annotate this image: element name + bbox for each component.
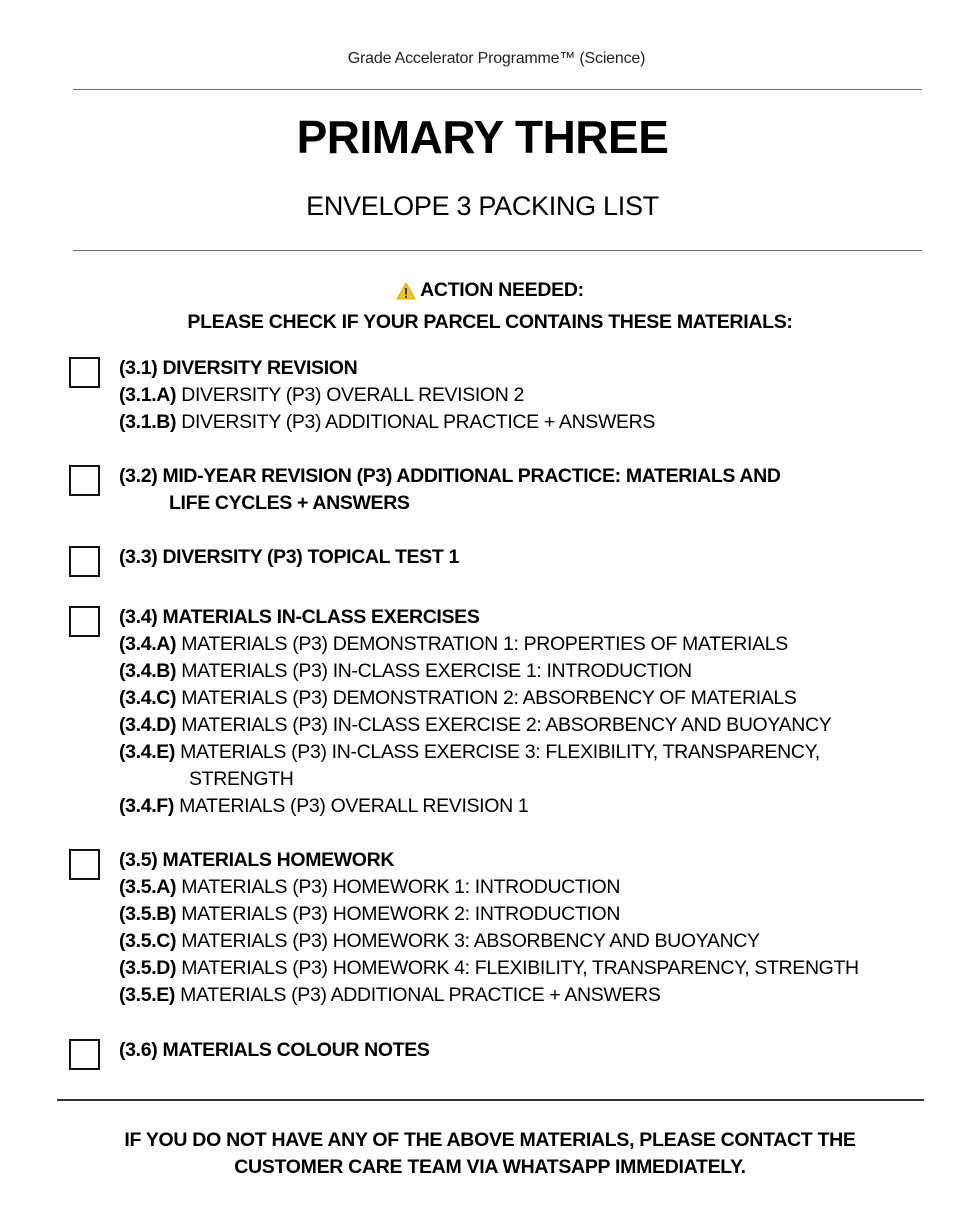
subitem-code: (3.1.B) [119,411,177,433]
subitem-code: (3.4.F) [119,795,174,817]
subitem-code: (3.5.A) [119,876,177,898]
item-title: MID-YEAR REVISION (P3) ADDITIONAL PRACTICE: MATERIALS AND [162,465,781,487]
subitem-code: (3.1.A) [119,384,177,406]
subitem-code: (3.5.C) [119,930,177,952]
subitem [119,409,655,436]
item-heading [119,544,459,571]
checkbox-3-2[interactable] [69,465,100,496]
item-heading [119,463,781,517]
subitem-code: (3.5.E) [119,984,176,1006]
page-title: PRIMARY THREE [296,111,669,163]
item-code: (3.3) [119,546,158,568]
action-needed-label: ACTION NEEDED: [420,279,584,301]
programme-header: Grade Accelerator Programme™ (Science) [347,50,646,67]
item-heading [119,1037,430,1064]
item-title: MATERIALS COLOUR NOTES [162,1039,430,1061]
item-heading [119,847,859,874]
top-divider [73,89,922,90]
checkbox-3-6[interactable] [69,1039,100,1070]
subitem-code: (3.4.B) [119,660,177,682]
subitem-text: DIVERSITY (P3) ADDITIONAL PRACTICE + ANSWERS [181,411,656,433]
item-code: (3.2) [119,465,158,487]
subitem-text: MATERIALS (P3) IN-CLASS EXERCISE 3: FLEXIBILITY, TRANSPARENCY, [180,741,820,763]
subitem-text: MATERIALS (P3) HOMEWORK 4: FLEXIBILITY, TRANSPARENCY, STRENGTH [181,957,859,979]
subitem-text: MATERIALS (P3) HOMEWORK 3: ABSORBENCY AND BUOYANCY [181,930,760,952]
subitem-text: MATERIALS (P3) HOMEWORK 1: INTRODUCTION [181,876,621,898]
footer-divider [57,1099,924,1101]
subitem-code: (3.5.D) [119,957,177,979]
item-heading [119,604,831,631]
action-notice [0,277,980,336]
checkbox-3-5[interactable] [69,849,100,880]
subitem-code: (3.4.D) [119,714,177,736]
checkbox-3-3[interactable] [69,546,100,577]
footer-line-2: CUSTOMER CARE TEAM VIA WHATSAPP IMMEDIATELY. [234,1156,746,1178]
subitem [119,928,859,955]
subitem-code: (3.4.E) [119,741,176,763]
subitem [119,739,831,793]
subitem-text: MATERIALS (P3) ADDITIONAL PRACTICE + ANSWERS [180,984,661,1006]
subitem-text: MATERIALS (P3) DEMONSTRATION 1: PROPERTIES OF MATERIALS [181,633,788,655]
footer-notice [0,1127,980,1181]
subitem-code: (3.4.A) [119,633,177,655]
action-instruction: PLEASE CHECK IF YOUR PARCEL CONTAINS THESE MATERIALS: [187,310,793,333]
item-title-continued: LIFE CYCLES + ANSWERS [169,492,410,514]
subitem-text: MATERIALS (P3) HOMEWORK 2: INTRODUCTION [181,903,621,925]
subitem [119,955,859,982]
checkbox-3-4[interactable] [69,606,100,637]
item-title: DIVERSITY (P3) TOPICAL TEST 1 [162,546,459,568]
subitem-text: DIVERSITY (P3) OVERALL REVISION 2 [181,384,525,406]
item-code: (3.4) [119,606,158,628]
footer-line-1: IF YOU DO NOT HAVE ANY OF THE ABOVE MATERIALS, PLEASE CONTACT THE [124,1129,856,1151]
subitem-text: MATERIALS (P3) IN-CLASS EXERCISE 2: ABSORBENCY AND BUOYANCY [181,714,832,736]
item-code: (3.5) [119,849,158,871]
subitem [119,631,831,658]
subitem [119,982,859,1009]
item-code: (3.1) [119,357,158,379]
warning-icon [396,281,416,299]
item-heading [119,355,655,382]
subitem-text: MATERIALS (P3) DEMONSTRATION 2: ABSORBENCY OF MATERIALS [181,687,797,709]
page-subtitle: ENVELOPE 3 PACKING LIST [306,191,659,221]
item-title: DIVERSITY REVISION [162,357,358,379]
subitem-code: (3.5.B) [119,903,177,925]
checkbox-3-1[interactable] [69,357,100,388]
subitem [119,685,831,712]
subitem-text: MATERIALS (P3) OVERALL REVISION 1 [179,795,529,817]
subitem [119,874,859,901]
item-title: MATERIALS IN-CLASS EXERCISES [162,606,480,628]
subitem [119,901,859,928]
item-code: (3.6) [119,1039,158,1061]
subitem [119,712,831,739]
item-title: MATERIALS HOMEWORK [162,849,395,871]
subitem-code: (3.4.C) [119,687,177,709]
subitem-text: MATERIALS (P3) IN-CLASS EXERCISE 1: INTRODUCTION [181,660,692,682]
subitem [119,793,831,820]
header-divider [73,250,922,251]
subitem [119,658,831,685]
subitem [119,382,655,409]
subitem-text-continued: STRENGTH [189,768,294,790]
